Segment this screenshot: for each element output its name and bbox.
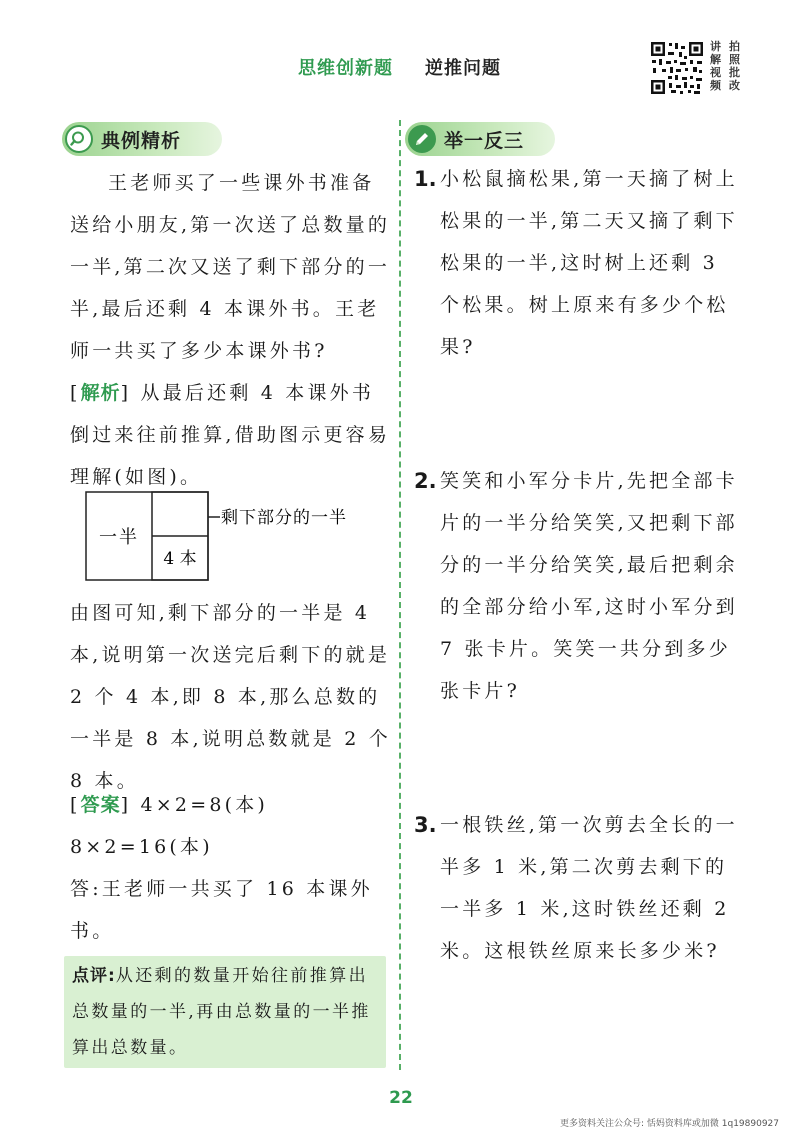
practice-problem	[414, 804, 744, 972]
problem-text: 小松鼠摘松果,第一天摘了树上松果的一半,第二天又摘了剩下松果的一半,这时树上还剩 3 个松果。树上原来有多少个松果?	[440, 168, 738, 358]
diagram-books-label: 4 本	[163, 549, 197, 569]
section-label-practice: 举一反三	[444, 129, 525, 152]
magnifier-icon	[65, 125, 93, 153]
analysis-tag: 解析	[80, 382, 121, 404]
diagram-callout-label: 剩下部分的一半	[221, 508, 347, 528]
bracket-open: [	[70, 382, 81, 404]
bracket-close: ]	[120, 382, 132, 404]
practice-problem	[414, 460, 744, 712]
example-problem-text: 王老师买了一些课外书准备送给小朋友,第一次送了总数量的一半,第二次又送了剩下部分的一半,最后还剩 4 本课外书。王老师一共买了多少本课外书?	[70, 172, 391, 362]
comment-body: 从还剩的数量开始往前推算出总数量的一半,再由总数量的一半推算出总数量。	[72, 966, 371, 1058]
problem-text: 一根铁丝,第一次剪去全长的一半多 1 米,第二次剪去剩下的一半多 1 米,这时铁丝还剩 2 米。这根铁丝原来长多少米?	[440, 814, 738, 962]
page-number: 22	[389, 1088, 413, 1108]
analysis-text: 从最后还剩 4 本课外书倒过来往前推算,借助图示更容易理解(如图)。	[70, 382, 391, 488]
column-divider	[399, 120, 401, 1070]
answer-tag: 答案	[80, 794, 121, 816]
section-label-example: 典例精析	[101, 129, 182, 152]
qr-labels	[707, 40, 745, 96]
problem-number: 3.	[414, 813, 437, 837]
bracket-open: [	[70, 794, 81, 816]
problem-text: 笑笑和小军分卡片,先把全部卡片的一半分给笑笑,又把剩下部分的一半分给笑笑,最后把剩余的全部分给小军,这时小军分到 7 张卡片。笑笑一共分到多少张卡片?	[440, 470, 738, 702]
answer-sentence: 答:王老师一共买了 16 本课外书。	[70, 878, 373, 942]
qr-label-grading: 拍 照 批 改	[729, 40, 740, 92]
bracket-close: ]	[120, 794, 132, 816]
problem-number: 2.	[414, 469, 437, 493]
section-tab-example	[62, 122, 222, 156]
header-subtitle: 逆推问题	[425, 58, 501, 79]
analysis-paragraph	[70, 372, 392, 498]
comment-tag: 点评:	[72, 966, 116, 986]
watermark-text: 更多资料关注公众号: 恬妈资料库或加微 1q19890927	[560, 1119, 780, 1129]
answer-calc-1: 4×2=8(本)	[140, 794, 269, 816]
comment-text	[72, 958, 384, 1066]
qr-label-video: 讲 解 视 频	[710, 40, 721, 92]
answer-calc-2: 8×2=16(本)	[70, 836, 213, 858]
qr-code-icon[interactable]	[649, 40, 705, 96]
header-title: 思维创新题	[298, 58, 393, 79]
pencil-icon	[408, 125, 436, 153]
explanation-text: 由图可知,剩下部分的一半是 4 本,说明第一次送完后剩下的就是 2 个 4 本,即 8 本,那么总数的一半是 8 本,说明总数就是 2 个 8 本。	[70, 602, 391, 792]
diagram-half-label: 一半	[99, 527, 139, 548]
answer-line-1	[70, 784, 392, 826]
half-diagram	[84, 490, 384, 582]
section-tab-practice	[405, 122, 555, 156]
answer-block	[70, 784, 392, 952]
problem-number: 1.	[414, 167, 437, 191]
practice-problem	[414, 158, 744, 368]
